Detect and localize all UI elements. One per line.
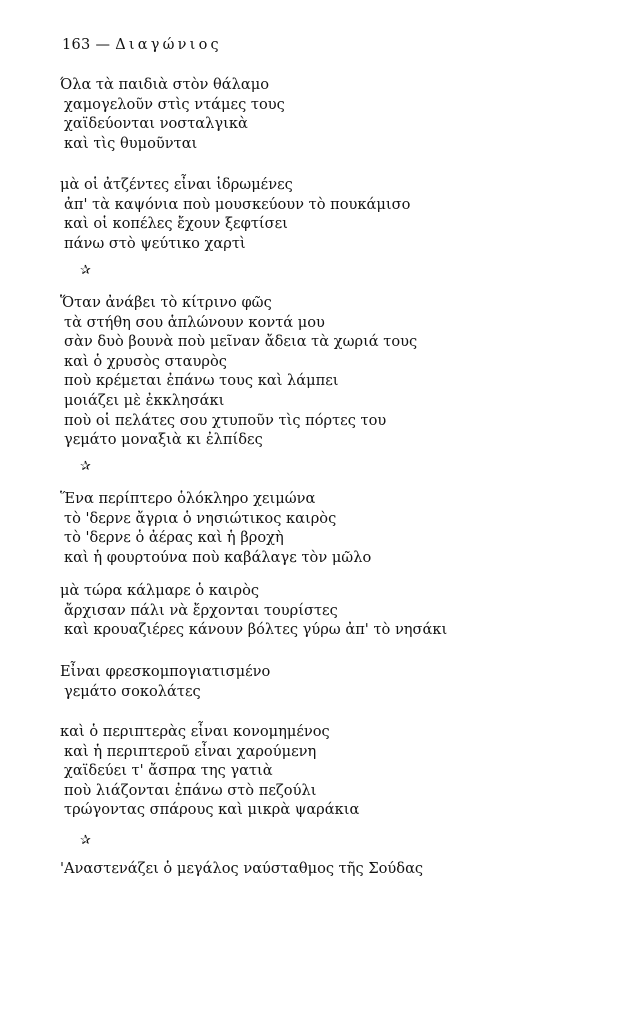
poem-line: τὰ στήθη σου ἁπλώνουν κοντά μου [64, 313, 325, 331]
poem-line: ποὺ κρέμεται ἐπάνω τους καὶ λάμπει [64, 372, 339, 390]
poem-line: μὰ οἱ ἀτζέντες εἶναι ἱδρωμένες [60, 176, 293, 193]
poem-line: τρώγοντας σπάρους καὶ μικρὰ ψαράκια [64, 801, 360, 819]
star-separator-icon: ✰ [80, 459, 91, 474]
poem-line: πάνω στὸ ψεύτικο χαρτὶ [64, 234, 246, 252]
poem-line: ποὺ οἱ πελάτες σου χτυποῦν τὶς πόρτες του [64, 411, 387, 429]
poem-line: καὶ ἡ περιπτεροῦ εἶναι χαρούμενη [64, 742, 317, 760]
poem-line: καὶ κρουαζιέρες κάνουν βόλτες γύρω ἀπ' τὸ νησάκι [64, 621, 448, 639]
poem-line: τὸ 'δερνε ἄγρια ὁ νησιώτικος καιρὸς [64, 509, 337, 527]
poem-line: ποὺ λιάζονται ἐπάνω στὸ πεζούλι [64, 781, 317, 799]
poem-line: χαμογελοῦν στὶς ντάμες τους [64, 95, 285, 113]
header-dash: — [95, 37, 111, 53]
poem-line: χαϊδεύονται νοσταλγικὰ [64, 115, 248, 133]
poem-line: ἄρχισαν πάλι νὰ ἔρχονται τουρίστες [64, 601, 338, 619]
poem-line: Ὅταν ἀνάβει τὸ κίτρινο φῶς [60, 294, 272, 311]
poem-line: μοιάζει μὲ ἐκκλησάκι [64, 392, 225, 409]
poem-line: καὶ ὁ χρυσὸς σταυρὸς [64, 352, 227, 370]
poem-line: χαϊδεύει τ' ἄσπρα της γατιὰ [64, 762, 273, 780]
poem-line: ἀπ' τὰ καψόνια ποὺ μουσκεύουν τὸ πουκάμισο [64, 195, 411, 213]
star-separator-icon: ✰ [80, 263, 91, 278]
star-separator-icon: ✰ [80, 833, 91, 848]
page-number: 163 [62, 37, 91, 53]
poem-line: τὸ 'δερνε ὁ ἀέρας καὶ ἡ βροχὴ [64, 529, 284, 547]
poem-line: καὶ οἱ κοπέλες ἔχουν ξεφτίσει [64, 215, 288, 233]
poem-line: μὰ τώρα κάλμαρε ὁ καιρὸς [60, 582, 260, 599]
poem-line: Όλα τὰ παιδιὰ στὸν θάλαμο [60, 76, 270, 93]
poem-line: Εἶναι φρεσκομπογιατισμένο [60, 663, 271, 680]
poem-line: γεμάτο σοκολάτες [64, 682, 201, 700]
poem-line: καὶ τὶς θυμοῦνται [64, 134, 198, 152]
book-title: Διαγώνιος [115, 37, 222, 53]
poem-line: καὶ ὁ περιπτερὰς εἶναι κονομημένος [60, 723, 330, 740]
page-header [62, 37, 222, 53]
poem-line: καὶ ἡ φουρτούνα ποὺ καβάλαγε τὸν μῶλο [64, 548, 372, 566]
poem-line: Ἕνα περίπτερο ὁλόκληρο χειμώνα [60, 490, 316, 507]
poem-line: σὰν δυὸ βουνὰ ποὺ μεῖναν ἄδεια τὰ χωριά τους [64, 333, 418, 351]
poem-line: 'Αναστενάζει ὁ μεγάλος ναύσταθμος τῆς Σούδας [60, 860, 424, 877]
poem-line: γεμάτο μοναξιὰ κι ἐλπίδες [64, 431, 263, 449]
